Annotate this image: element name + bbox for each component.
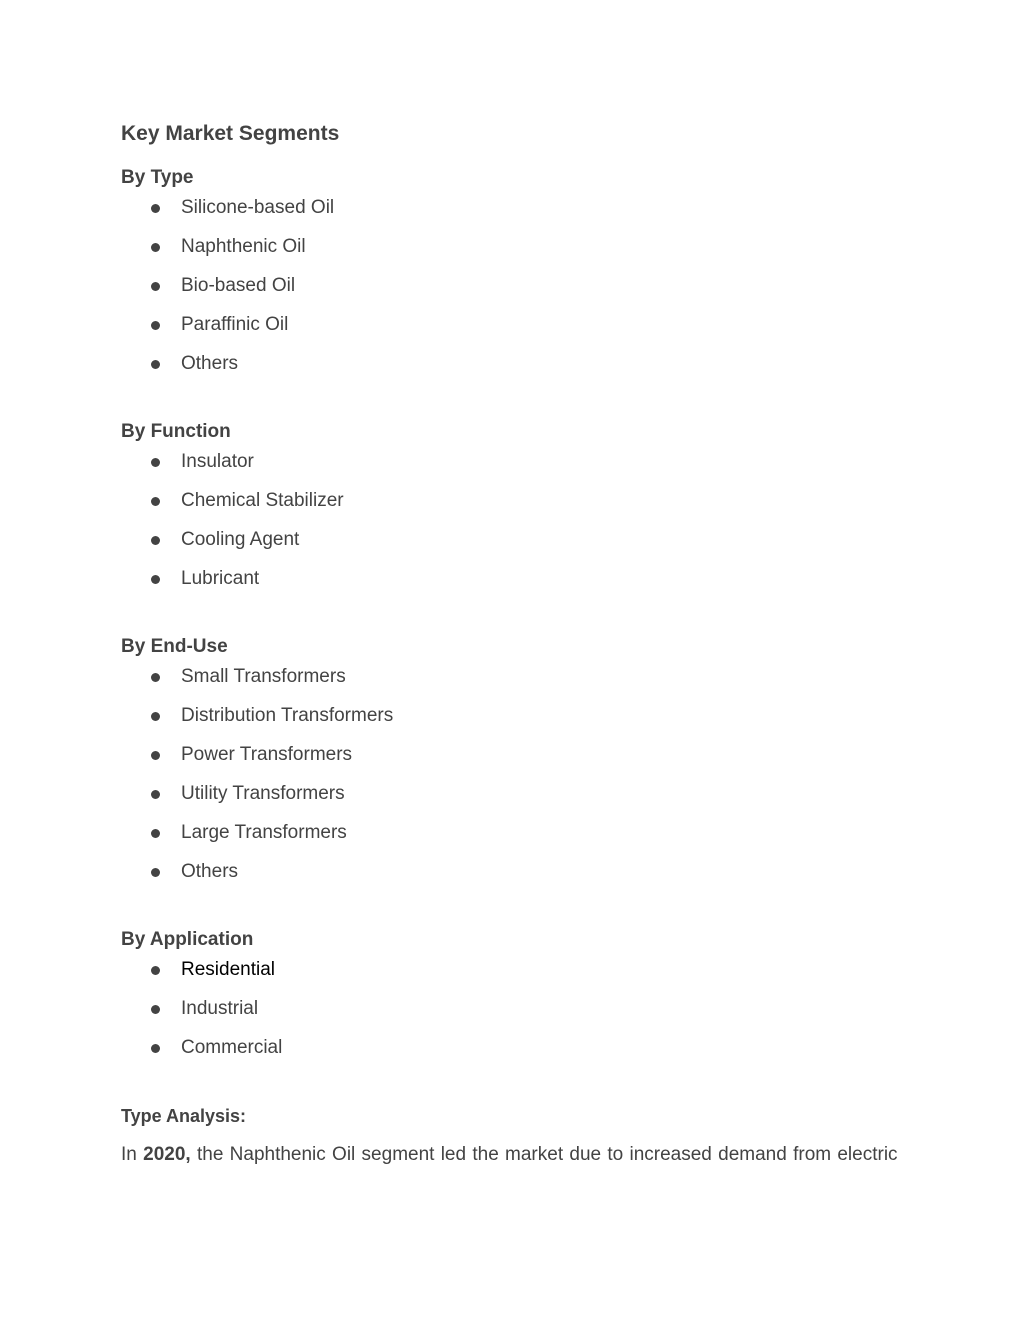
- list-item-label: Small Transformers: [181, 666, 346, 687]
- bullet-icon: [151, 321, 160, 330]
- bullet-list: [121, 957, 911, 1074]
- bullet-list: [121, 195, 911, 390]
- list-item-label: Silicone-based Oil: [181, 197, 335, 218]
- list-item-label: Chemical Stabilizer: [181, 490, 344, 511]
- list-item-label: Naphthenic Oil: [181, 236, 306, 257]
- bullet-icon: [151, 712, 160, 721]
- bullet-icon: [151, 204, 160, 213]
- bullet-icon: [151, 575, 160, 584]
- bullet-icon: [151, 868, 160, 877]
- bullet-icon: [151, 673, 160, 682]
- bullet-list: [121, 664, 911, 898]
- paragraph-prefix: In: [121, 1144, 137, 1165]
- section-by-end-use: [121, 634, 911, 898]
- bullet-icon: [151, 243, 160, 252]
- section-by-function: [121, 419, 911, 605]
- list-item: [121, 664, 911, 703]
- paragraph-rest: the Naphthenic Oil segment led the market due to increased demand from electric: [196, 1144, 898, 1165]
- bullet-icon: [151, 966, 160, 975]
- list-item-label: Bio-based Oil: [181, 275, 296, 296]
- list-item: [121, 488, 911, 527]
- list-item: [121, 781, 911, 820]
- bullet-icon: [151, 790, 160, 799]
- list-item: [121, 566, 911, 605]
- type-analysis-heading: Type Analysis:: [121, 1106, 247, 1126]
- list-item: [121, 195, 911, 234]
- list-item-label: Cooling Agent: [181, 529, 300, 550]
- list-item-label: Industrial: [181, 998, 259, 1019]
- section-heading: By Type: [121, 167, 194, 188]
- list-item-label: Paraffinic Oil: [181, 314, 289, 335]
- list-item-label: Distribution Transformers: [181, 705, 394, 726]
- list-item-label: Utility Transformers: [181, 783, 345, 804]
- section-heading: By Function: [121, 421, 231, 442]
- bullet-icon: [151, 1044, 160, 1053]
- bullet-list: [121, 449, 911, 605]
- section-by-type: [121, 165, 911, 390]
- list-item: [121, 449, 911, 488]
- bullet-icon: [151, 1005, 160, 1014]
- section-heading: By End-Use: [121, 636, 228, 657]
- list-item-label: Insulator: [181, 451, 254, 472]
- section-heading: By Application: [121, 929, 254, 950]
- bullet-icon: [151, 536, 160, 545]
- list-item-label: Power Transformers: [181, 744, 353, 765]
- list-item: [121, 273, 911, 312]
- list-item: [121, 1035, 911, 1074]
- paragraph-year: 2020,: [143, 1144, 191, 1165]
- list-item: [121, 859, 911, 898]
- list-item: [121, 703, 911, 742]
- document-title: Key Market Segments: [121, 122, 340, 145]
- list-item-label: Others: [181, 353, 239, 374]
- list-item: [121, 527, 911, 566]
- list-item-label: Others: [181, 861, 239, 882]
- list-item: [121, 351, 911, 390]
- list-item: [121, 742, 911, 781]
- list-item-label: Residential: [181, 959, 275, 980]
- type-analysis-section: [121, 1103, 911, 1168]
- list-item: [121, 957, 911, 996]
- list-item-label: Commercial: [181, 1037, 283, 1058]
- bullet-icon: [151, 458, 160, 467]
- type-analysis-paragraph: [121, 1142, 911, 1168]
- list-item-label: Lubricant: [181, 568, 260, 589]
- bullet-icon: [151, 829, 160, 838]
- bullet-icon: [151, 497, 160, 506]
- bullet-icon: [151, 282, 160, 291]
- list-item: [121, 234, 911, 273]
- list-item-label: Large Transformers: [181, 822, 347, 843]
- list-item: [121, 820, 911, 859]
- list-item: [121, 312, 911, 351]
- list-item: [121, 996, 911, 1035]
- bullet-icon: [151, 751, 160, 760]
- section-by-application: [121, 927, 911, 1074]
- bullet-icon: [151, 360, 160, 369]
